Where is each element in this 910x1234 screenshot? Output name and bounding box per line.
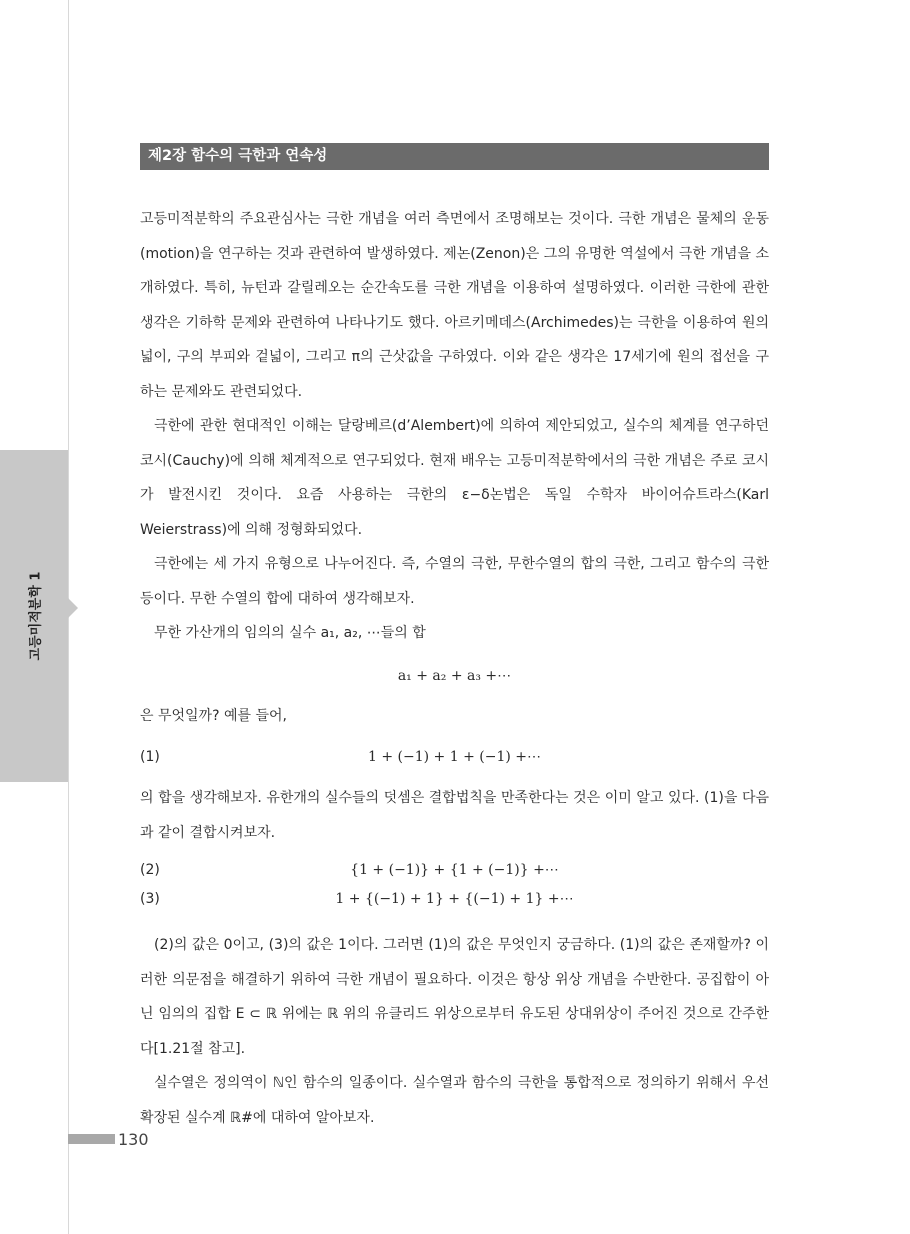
side-tab — [0, 450, 68, 782]
equation-row-3 — [140, 885, 769, 914]
paragraph-7: (2)의 값은 0이고, (3)의 값은 1이다. 그러면 (1)의 값은 무엇인지 궁금하다. (1)의 값은 존재할까? 이러한 의문점을 해결하기 위하여 극한 개념이 필요하다. 이것은 항상 위상 개념을 수반한다. 공집합이 아닌 임의의 집합 E ⊂ ℝ 위에는 ℝ 위의 유클리드 위상으로부터 유도된 상대위상이 주어진 것으로 간주한다[1.21절 참고]. — [140, 937, 769, 1057]
page-number-bar — [68, 1134, 115, 1144]
equation-sum: a₁ + a₂ + a₃ +⋯ — [397, 667, 512, 684]
chapter-title-bar: 제2장 함수의 극한과 연속성 — [140, 143, 769, 170]
equation-row-1 — [140, 739, 769, 775]
page-content — [140, 202, 769, 1135]
paragraph-5: 은 무엇일까? 예를 들어, — [140, 707, 287, 724]
side-tab-label: 고등미적분학 1 — [28, 571, 44, 661]
page-number — [68, 1129, 149, 1149]
paragraph-4: 무한 가산개의 임의의 실수 a₁, a₂, ⋯들의 합 — [154, 625, 426, 641]
equation-number-3: (3) — [140, 891, 160, 907]
equation-3: 1 + {(−1) + 1} + {(−1) + 1} +⋯ — [335, 891, 574, 907]
equation-number-1: (1) — [140, 749, 160, 765]
paragraph-8: 실수열은 정의역이 ℕ인 함수의 일종이다. 실수열과 함수의 극한을 통합적으로 정의하기 위해서 우선 확장된 실수계 ℝ#에 대하여 알아보자. — [140, 1075, 769, 1126]
equation-2: {1 + (−1)} + {1 + (−1)} +⋯ — [350, 862, 559, 878]
equation-row-2 — [140, 856, 769, 885]
equation-number-2: (2) — [140, 862, 160, 878]
paragraph-2: 극한에 관한 현대적인 이해는 달랑베르(d’Alembert)에 의하여 제안되었고, 실수의 체계를 연구하던 코시(Cauchy)에 의해 체계적으로 연구되었다. 현재 배우는 고등미적분학에서의 극한 개념은 주로 코시가 발전시킨 것이다. 요즘 사용하는 극한의 ε−δ논법은 독일 수학자 바이어슈트라스(Karl Weierstrass)에 의해 정형화되었다. — [140, 418, 769, 538]
paragraph-6: 의 합을 생각해보자. 유한개의 실수들의 덧셈은 결합법칙을 만족한다는 것은 이미 알고 있다. (1)을 다음과 같이 결합시켜보자. — [140, 790, 769, 841]
paragraph-3: 극한에는 세 가지 유형으로 나누어진다. 즉, 수열의 극한, 무한수열의 합의 극한, 그리고 함수의 극한 등이다. 무한 수열의 합에 대하여 생각해보자. — [140, 556, 769, 607]
page-number-text: 130 — [118, 1129, 149, 1149]
equation-1: 1 + (−1) + 1 + (−1) +⋯ — [367, 749, 541, 765]
paragraph-1: 고등미적분학의 주요관심사는 극한 개념을 여러 측면에서 조명해보는 것이다. 극한 개념은 물체의 운동(motion)을 연구하는 것과 관련하여 발생하였다. 제논(Zenon)은 그의 유명한 역설에서 극한 개념을 소개하였다. 특히, 뉴턴과 갈릴레오는 순간속도를 극한 개념을 이용하여 설명하였다. 이러한 극한에 관한 생각은 기하학 문제와 관련하여 나타나기도 했다. 아르키메데스(Archimedes)는 극한을 이용하여 원의 넓이, 구의 부피와 겉넓이, 그리고 π의 근삿값을 구하였다. 이와 같은 생각은 17세기에 원의 접선을 구하는 문제와도 관련되었다. — [140, 211, 769, 400]
